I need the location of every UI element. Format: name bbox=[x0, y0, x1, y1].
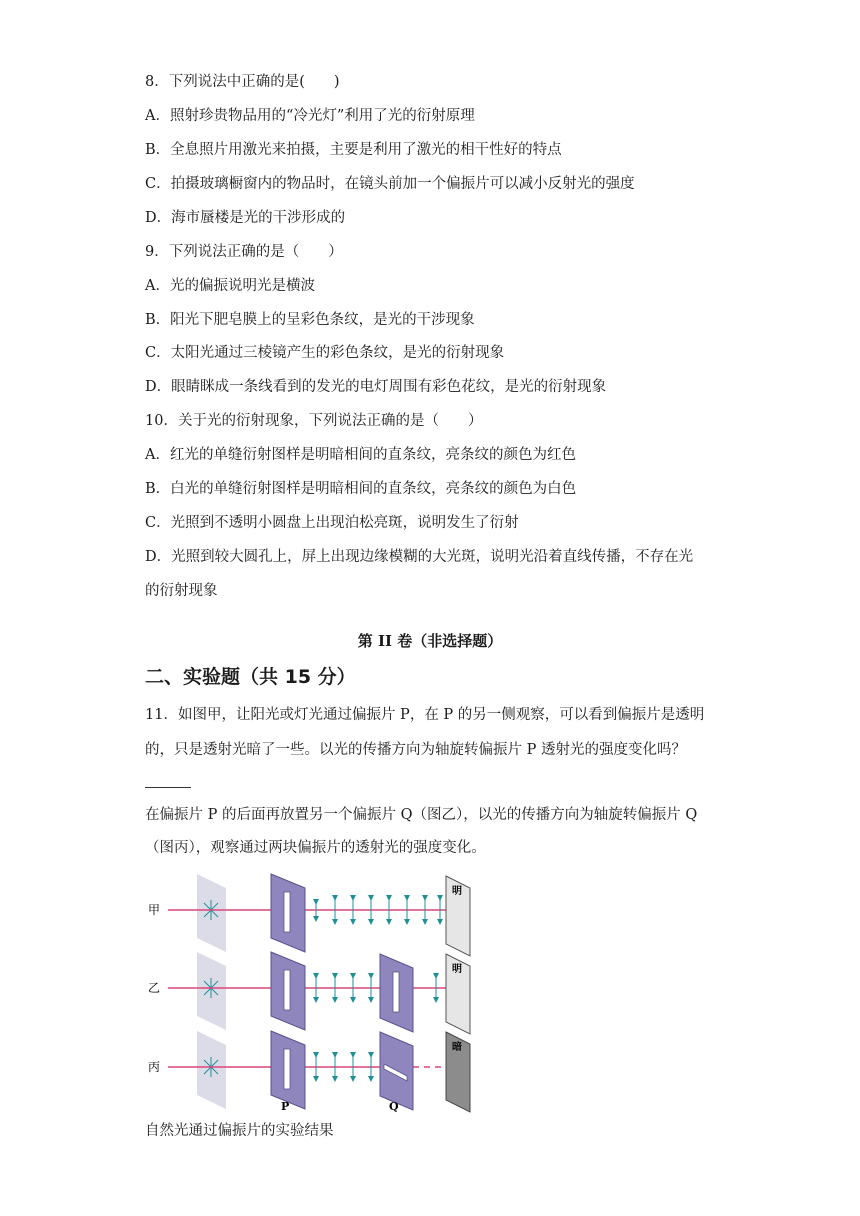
section2-heading: 二、实验题（共 15 分） bbox=[145, 666, 356, 688]
row-label-yi: 乙 bbox=[148, 981, 161, 995]
row-yi bbox=[148, 952, 470, 1049]
q11-text-line2: 的，只是透射光暗了一些。以光的传播方向为轴旋转偏振片 P 透射光的强度变化吗？ bbox=[145, 742, 686, 758]
polarizer-slit bbox=[284, 970, 290, 1010]
q11-text-line4: （图丙），观察通过两块偏振片的透射光的强度变化。 bbox=[145, 840, 486, 856]
q9-stem: 9．下列说法正确的是（ ） bbox=[145, 244, 343, 260]
q10-option-c: C．光照到不透明小圆盘上出现泊松亮斑，说明发生了衍射 bbox=[145, 515, 519, 531]
q8-option-c: C．拍摄玻璃橱窗内的物品时，在镜头前加一个偏振片可以减小反射光的强度 bbox=[145, 176, 635, 192]
polarizer-figure bbox=[140, 868, 480, 1113]
row-label-jia: 甲 bbox=[148, 903, 161, 917]
q9-option-a: A．光的偏振说明光是横波 bbox=[145, 278, 315, 294]
row-jia bbox=[148, 874, 470, 971]
polarizer-slit bbox=[284, 892, 290, 932]
polarizer-slit bbox=[284, 1049, 290, 1089]
label-q-bing: Q bbox=[389, 1100, 399, 1113]
q10-option-d-line2: 的衍射现象 bbox=[145, 583, 218, 599]
screen-label-bright-yi: 明 bbox=[452, 964, 462, 975]
q10-option-b: B．白光的单缝衍射图样是明暗相间的直条纹，亮条纹的颜色为白色 bbox=[145, 481, 577, 497]
q10-stem: 10．关于光的衍射现象，下列说法正确的是（ ） bbox=[145, 413, 483, 429]
screen-label-dark: 暗 bbox=[452, 1042, 462, 1053]
answer-blank bbox=[145, 787, 191, 788]
q11-text-line1: 11．如图甲，让阳光或灯光通过偏振片 P，在 P 的另一侧观察，可以看到偏振片是透明 bbox=[145, 707, 705, 723]
row-bing bbox=[148, 1031, 470, 1113]
q8-option-b: B．全息照片用激光来拍摄，主要是利用了激光的相干性好的特点 bbox=[145, 142, 562, 158]
q10-option-a: A．红光的单缝衍射图样是明暗相间的直条纹，亮条纹的颜色为红色 bbox=[145, 447, 576, 463]
q9-option-d: D．眼睛眯成一条线看到的发光的电灯周围有彩色花纹，是光的衍射现象 bbox=[145, 379, 607, 395]
q8-option-d: D．海市蜃楼是光的干涉形成的 bbox=[145, 210, 346, 226]
q9-option-c: C．太阳光通过三棱镜产生的彩色条纹，是光的衍射现象 bbox=[145, 345, 505, 361]
q8-option-a: A．照射珍贵物品用的“冷光灯”利用了光的衍射原理 bbox=[145, 108, 475, 124]
q8-stem: 8．下列说法中正确的是( ) bbox=[145, 74, 340, 90]
row-label-bing: 丙 bbox=[148, 1060, 161, 1074]
label-p-bing: P bbox=[281, 1100, 290, 1113]
q10-option-d-line1: D．光照到较大圆孔上，屏上出现边缘模糊的大光斑，说明光沿着直线传播，不存在光 bbox=[145, 549, 694, 565]
polarizer-slit bbox=[393, 972, 399, 1012]
figure-caption: 自然光通过偏振片的实验结果 bbox=[145, 1123, 334, 1139]
screen-label-bright-jia: 明 bbox=[452, 886, 462, 897]
q11-text-line3: 在偏振片 P 的后面再放置另一个偏振片 Q（图乙），以光的传播方向为轴旋转偏振片 Q bbox=[145, 807, 698, 823]
q9-option-b: B．阳光下肥皂膜上的呈彩色条纹，是光的干涉现象 bbox=[145, 312, 475, 328]
part2-title: 第 II 卷（非选择题） bbox=[357, 632, 503, 650]
